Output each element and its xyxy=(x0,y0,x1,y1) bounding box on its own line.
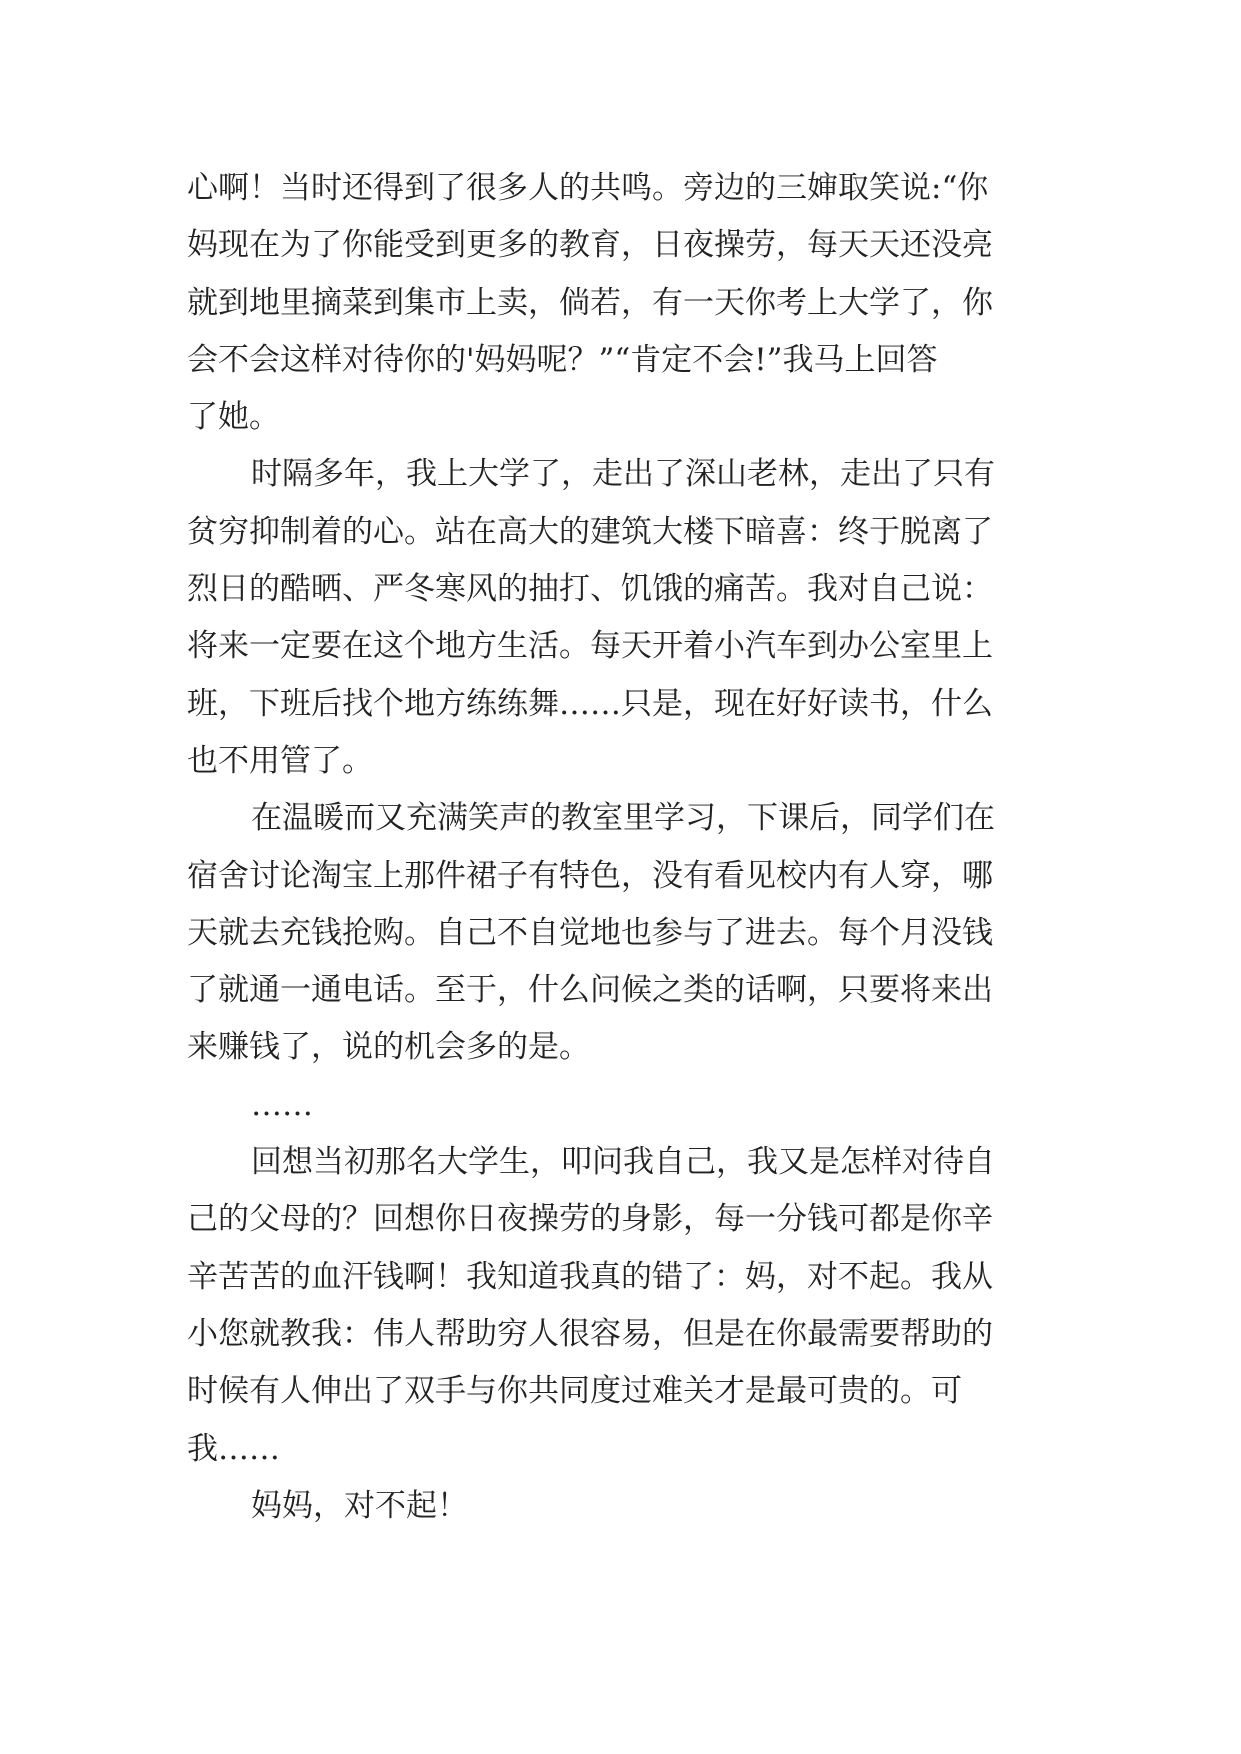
text-line: 了她。 xyxy=(187,399,280,436)
text-line: 班，下班后找个地方练练舞……只是，现在好好读书，什么 xyxy=(187,685,993,722)
text-line: 在温暖而又充满笑声的教室里学习，下课后，同学们在 xyxy=(251,800,995,837)
text-line: 了就通一通电话。至于，什么问候之类的话啊，只要将来出 xyxy=(187,972,993,1009)
text-line: 回想当初那名大学生，叩问我自己，我又是怎样对待自 xyxy=(251,1144,995,1181)
text-line: 心啊！当时还得到了很多人的共鸣。旁边的三婶取笑说:“你 xyxy=(187,170,989,206)
text-line: 时候有人伸出了双手与你共同度过难关才是最可贵的。可 xyxy=(187,1373,962,1410)
body-text xyxy=(187,160,1067,1535)
text-line: 烈日的酷晒、严冬寒风的抽打、饥饿的痛苦。我对自己说： xyxy=(187,571,993,608)
text-line: …… xyxy=(251,1086,313,1123)
text-line: 时隔多年，我上大学了，走出了深山老林，走出了只有 xyxy=(251,456,995,493)
text-line: 将来一定要在这个地方生活。每天开着小汽车到办公室里上 xyxy=(187,628,993,665)
text-line: 也不用管了。 xyxy=(187,742,373,779)
text-line: 小您就教我：伟人帮助穷人很容易，但是在你最需要帮助的 xyxy=(187,1315,993,1352)
text-line: 妈现在为了你能受到更多的教育，日夜操劳，每天天还没亮 xyxy=(187,227,993,264)
text-line: 来赚钱了，说的机会多的是。 xyxy=(187,1029,590,1066)
text-line: 我…… xyxy=(187,1430,280,1467)
text-line: 己的父母的？回想你日夜操劳的身影，每一分钱可都是你辛 xyxy=(187,1201,993,1238)
text-line: 宿舍讨论淘宝上那件裙子有特色，没有看见校内有人穿，哪 xyxy=(187,857,993,894)
text-line: 妈妈，对不起！ xyxy=(251,1487,468,1524)
text-line: 会不会这样对待你的'妈妈呢？”“肯定不会!”我马上回答 xyxy=(187,341,938,378)
text-line: 辛苦苦的血汗钱啊！我知道我真的错了：妈，对不起。我从 xyxy=(187,1258,993,1295)
text-line: 贫穷抑制着的心。站在高大的建筑大楼下暗喜：终于脱离了 xyxy=(187,513,993,550)
text-line: 就到地里摘菜到集市上卖，倘若，有一天你考上大学了，你 xyxy=(187,284,993,321)
text-line: 天就去充钱抢购。自己不自觉地也参与了进去。每个月没钱 xyxy=(187,914,993,951)
